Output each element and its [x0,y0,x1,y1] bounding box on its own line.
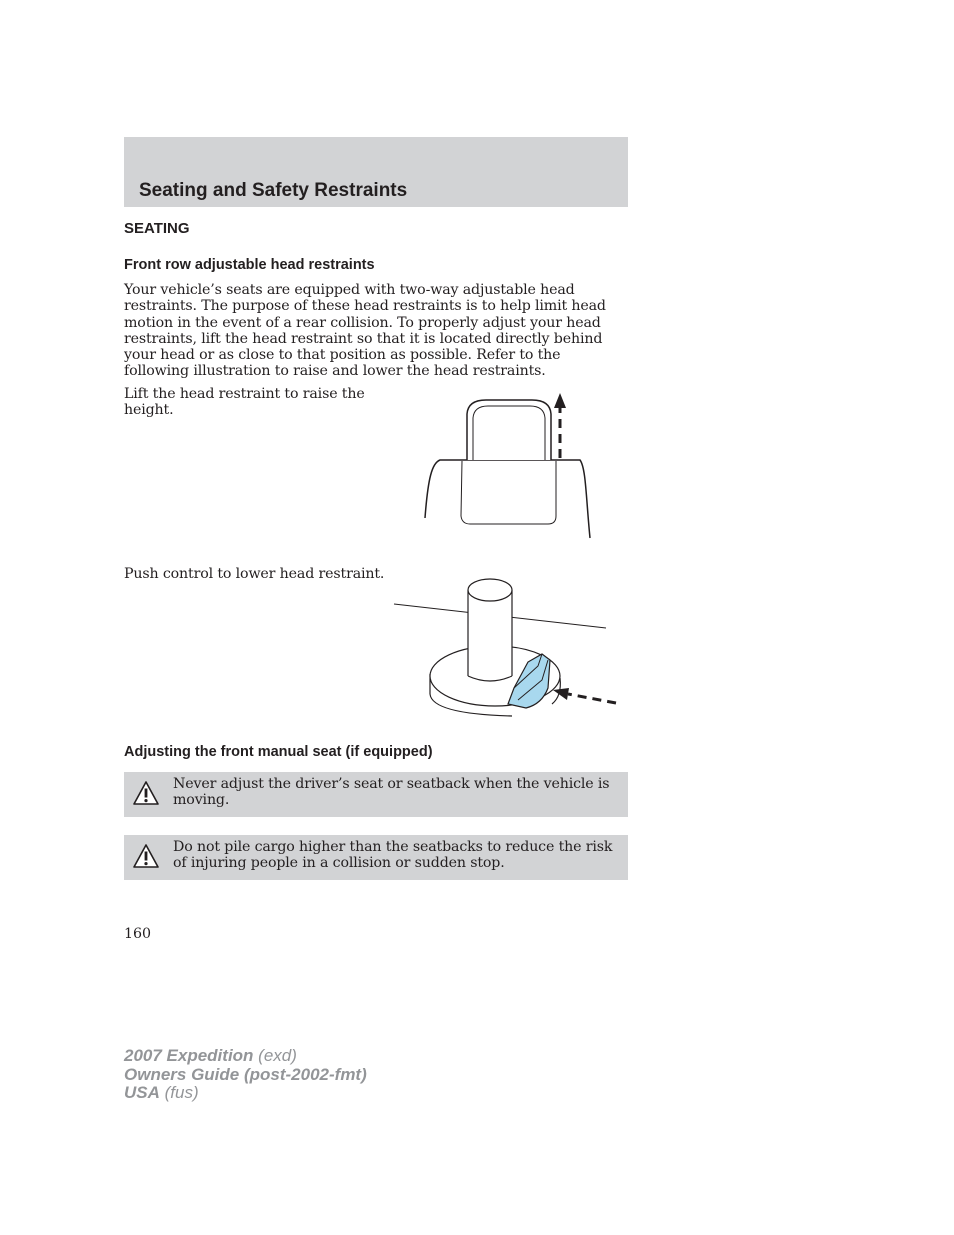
warning-box [124,835,628,880]
lower-caption: Push control to lower head restraint. [124,566,385,582]
footer-line-2 [124,1066,367,1085]
up-arrow-icon [554,393,566,458]
footer-market-code: (fus) [164,1083,199,1102]
warning-box [124,772,628,817]
warning-triangle-icon [132,780,160,806]
head-restraints-paragraph: Your vehicle’s seats are equipped with two-way adjustable head restraints. The purpose of these head restraints is to help limit head motion in the event of a rear collision. To properly adjust your head restraints, lift the head restraint so that it is located directly behind your head or as close to that position as possible. Refer to the following illustration to raise and lower the head restraints. [124,282,606,380]
footer-model-code: (exd) [258,1046,297,1065]
seating-heading: SEATING [124,220,190,237]
head-restraint-lower-illustration [392,576,624,718]
document-footer [124,1047,367,1103]
section-header-band [124,137,628,207]
manual-seat-subheading: Adjusting the front manual seat (if equipped) [124,744,433,760]
page-number: 160 [124,926,152,942]
footer-market: USA [124,1083,160,1102]
push-arrow-icon [553,688,616,703]
head-restraint-raise-illustration [420,388,600,540]
footer-guide: Owners Guide (post-2002-fmt) [124,1064,367,1084]
head-restraints-subheading: Front row adjustable head restraints [124,257,375,273]
warning-text: Never adjust the driver’s seat or seatback when the vehicle is moving. [173,776,610,809]
raise-caption: Lift the head restraint to raise the height. [124,386,365,419]
footer-line-1 [124,1047,367,1066]
footer-line-3 [124,1084,367,1103]
warning-text: Do not pile cargo higher than the seatbacks to reduce the risk of injuring people in a collision or sudden stop. [173,839,613,872]
footer-model: 2007 Expedition [124,1046,254,1065]
warning-triangle-icon [132,843,160,869]
section-title: Seating and Safety Restraints [139,180,408,201]
